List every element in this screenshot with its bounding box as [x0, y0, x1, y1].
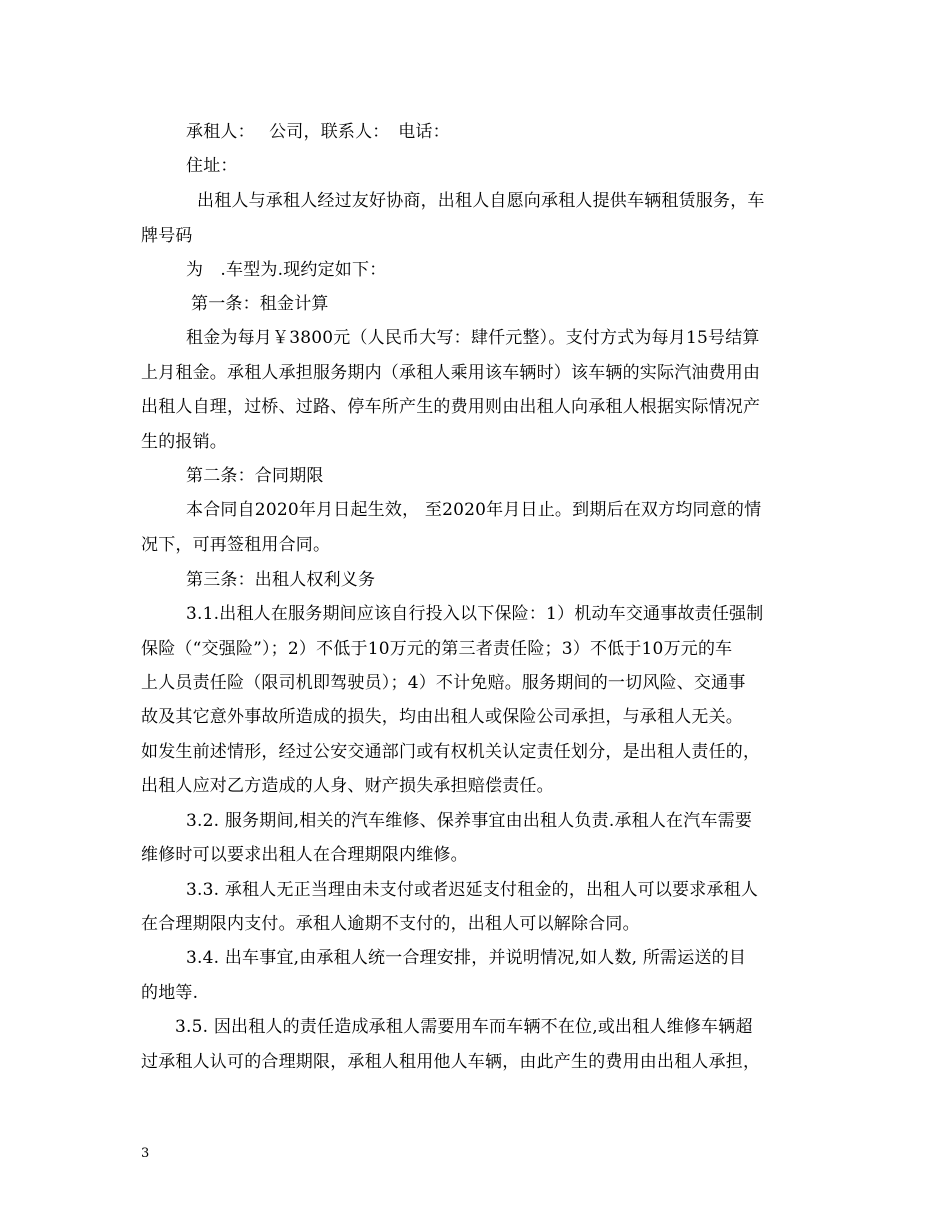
- article-1-line-3: 出租人自理，过桥、过路、停车所产生的费用则由出租人向承租人根据实际情况产: [141, 397, 761, 417]
- article-2-line-1: 本合同自2020年月日起生效， 至2020年月日止。到期后在双方均同意的情: [186, 500, 762, 520]
- article-1-line-1: 租金为每月￥3800元（人民币大写：肆仟元整）。支付方式为每月15号结算: [186, 328, 760, 348]
- clause-3-3-line-2: 在合理期限内支付。承租人逾期不支付的，出租人可以解除合同。: [141, 914, 640, 934]
- intro-line-3: 为 .车型为.现约定如下：: [186, 260, 387, 280]
- article-1-line-2: 上月租金。承租人承担服务期内（承租人乘用该车辆时）该车辆的实际汽油费用由: [141, 363, 761, 383]
- clause-3-4-line-2: 的地等.: [141, 983, 199, 1003]
- intro-line-1: 出租人与承租人经过友好协商，出租人自愿向承租人提供车辆租赁服务，车: [197, 191, 765, 211]
- clause-3-1-line-3: 上人员责任险（限司机即驾驶员）；4）不计免赔。服务期间的一切风险、交通事: [141, 673, 746, 693]
- clause-3-1-line-1: 3.1.出租人在服务期间应该自行投入以下保险：1）机动车交通事故责任强制: [186, 604, 764, 624]
- clause-3-1-line-2: 保险（“交强险”）；2）不低于10万元的第三者责任险；3）不低于10万元的车: [141, 639, 733, 659]
- clause-3-5-line-2: 过承租人认可的合理期限，承租人租用他人车辆，由此产生的费用由出租人承担，: [141, 1052, 761, 1072]
- article-2-heading: 第二条：合同期限: [186, 466, 324, 486]
- intro-line-2: 牌号码: [141, 226, 193, 246]
- clause-3-2-line-2: 维修时可以要求出租人在合理期限内维修。: [141, 845, 468, 865]
- article-3-heading: 第三条：出租人权利义务: [186, 570, 376, 590]
- clause-3-4-line-1: 3.4. 出车事宜,由承租人统一合理安排，并说明情况,如人数, 所需运送的目: [186, 948, 747, 968]
- clause-3-1-line-5: 如发生前述情形，经过公安交通部门或有权机关认定责任划分，是出租人责任的，: [141, 742, 761, 762]
- clause-3-2-line-1: 3.2. 服务期间,相关的汽车维修、保养事宜由出租人负责.承租人在汽车需要: [186, 811, 753, 831]
- article-1-heading: 第一条：租金计算: [191, 294, 329, 314]
- address-line: 住址：: [186, 156, 238, 176]
- clause-3-1-line-4: 故及其它意外事故所造成的损失，均由出租人或保险公司承担，与承租人无关。: [141, 707, 743, 727]
- renter-line: 承租人： 公司，联系人： 电话：: [186, 122, 450, 142]
- article-2-line-2: 况下，可再签租用合同。: [141, 535, 331, 555]
- article-1-line-4: 生的报销。: [141, 432, 227, 452]
- page-number: 3: [141, 1146, 150, 1161]
- clause-3-5-line-1: 3.5. 因出租人的责任造成承租人需要用车而车辆不在位,或出租人维修车辆超: [175, 1017, 753, 1037]
- clause-3-3-line-1: 3.3. 承租人无正当理由未支付或者迟延支付租金的，出租人可以要求承租人: [186, 880, 759, 900]
- clause-3-1-line-6: 出租人应对乙方造成的人身、财产损失承担赔偿责任。: [141, 776, 554, 796]
